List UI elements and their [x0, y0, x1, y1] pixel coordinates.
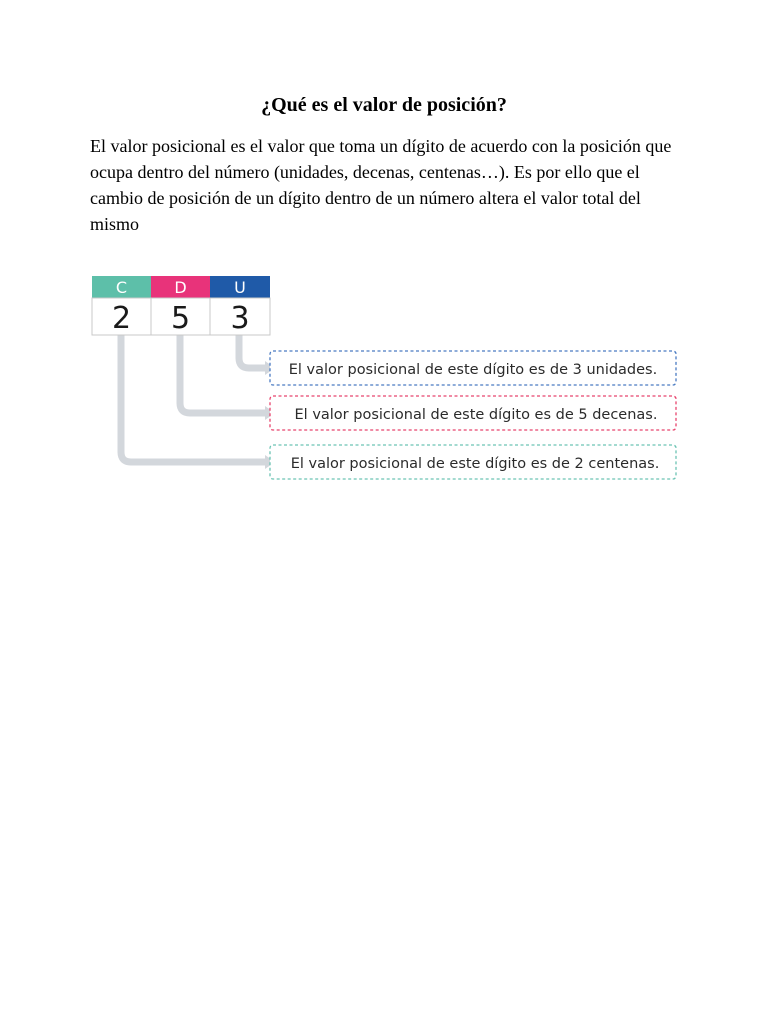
callout-text-tens: El valor posicional de este dígito es de 5 decenas.: [294, 407, 658, 423]
intro-paragraph: El valor posicional es el valor que toma un dígito de acuerdo con la posición que ocupa dentro del número (unidades, decenas, centenas…). Es por ello que el cambio de posición de un dígito dentro de un número altera el valor total del mismo: [90, 136, 672, 234]
callout-text-units: El valor posicional de este dígito es de 3 unidades.: [288, 362, 658, 378]
connector-tens: [180, 335, 266, 413]
callout-text-hundreds: El valor posicional de este dígito es de 2 centenas.: [290, 456, 660, 472]
place-value-digits: [92, 298, 270, 336]
page-title: ¿Qué es el valor de posición?: [261, 94, 507, 116]
header-label-units: U: [234, 278, 246, 297]
place-value-headers: [92, 276, 270, 298]
header-label-tens: D: [174, 278, 187, 297]
connector-units: [239, 335, 266, 368]
digit-units: 3: [230, 301, 250, 336]
header-label-hundreds: C: [115, 278, 128, 297]
connectors: [121, 335, 275, 469]
callouts: [270, 351, 676, 479]
digit-tens: 5: [170, 301, 191, 336]
connector-hundreds: [121, 335, 266, 462]
digit-hundreds: 2: [111, 301, 132, 336]
